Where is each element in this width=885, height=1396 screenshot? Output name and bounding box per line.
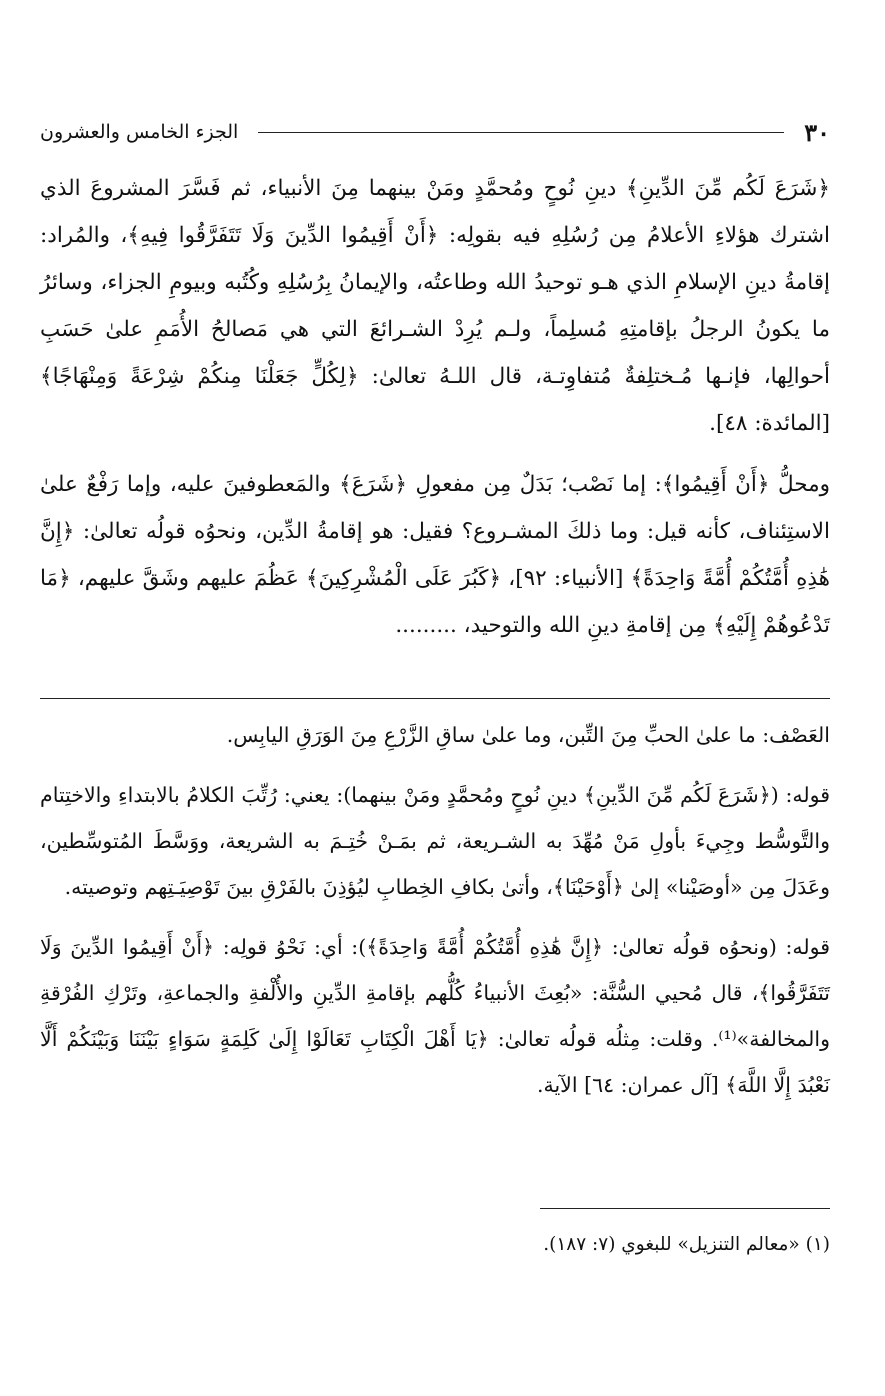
- main-paragraph: ﴿شَرَعَ لَكُم مِّنَ الدِّينِ﴾ دينِ نُوحٍ ومُحمَّدٍ ومَنْ بينهما مِنَ الأنبياء، ثم فَسَّرَ المشروعَ الذي اشترك هؤلاءِ الأعلامُ مِن رُسُلِهِ فيه بقولِه: ﴿أَنْ أَقِيمُوا الدِّينَ وَلَا تَتَفَرَّقُوا فِيهِ﴾، والمُراد: إقامةُ دينِ الإسلامِ الذي هـو توحيدُ الله وطاعتُه، والإيمانُ بِرُسُلِهِ وكُتُبه وبيومِ الجزاء، وسائرُ ما يكونُ الرجلُ بإقامتِهِ مُسلِماً، ولـم يُرِدْ الشـرائعَ التي هي مَصالحُ الأُمَمِ علىٰ حَسَبِ أحوالِها، فإنـها مُـختلِفةٌ مُتفاوِتـة، قال اللـهُ تعالىٰ: ﴿لِكُلٍّ جَعَلْنَا مِنكُمْ شِرْعَةً وَمِنْهَاجًا﴾ [المائدة: ٤٨].: [40, 176, 830, 436]
- text-commentary-divider: [40, 698, 830, 699]
- commentary-section: [40, 712, 830, 1122]
- page-number: ٣٠: [804, 117, 830, 147]
- commentary-paragraph: قوله: (ونحوُه قولُه تعالىٰ: ﴿إِنَّ هَٰذِهِ أُمَّتُكُمْ أُمَّةً وَاحِدَةً﴾): أي: نَحْوُ قولِه: ﴿أَنْ أَقِيمُوا الدِّينَ وَلَا تَتَفَرَّقُوا﴾، قال مُحيي السُّنَّة: «بُعِثَ الأنبياءُ كُلُّهم بإقامةِ الدِّينِ والأُلْفةِ والجماعةِ، وتَرْكِ الفُرْقةِ والمخالفة»⁽¹⁾. وقلت: مِثلُه قولُه تعالىٰ: ﴿يَا أَهْلَ الْكِتَابِ تَعَالَوْا إِلَىٰ كَلِمَةٍ سَوَاءٍ بَيْنَنَا وَبَيْنَكُمْ أَلَّا نَعْبُدَ إِلَّا اللَّهَ﴾ [آل عمران: ٦٤] الآية.: [40, 935, 830, 1097]
- header-rule: [258, 132, 784, 133]
- footnote-rule: [540, 1208, 830, 1209]
- main-paragraph: ومحلُّ ﴿أَنْ أَقِيمُوا﴾: إما نَصْب؛ بَدَلٌ مِن مفعولِ ﴿شَرَعَ﴾ والمَعطوفينَ عليه، وإما رَفْعٌ علىٰ الاستِئناف، كأنه قيل: وما ذلكَ المشـروع؟ فقيل: هو إقامةُ الدِّين، ونحوُه قولُه تعالىٰ: ﴿إِنَّ هَٰذِهِ أُمَّتُكُمْ أُمَّةً وَاحِدَةً﴾ [الأنبياء: ٩٢]، ﴿كَبُرَ عَلَى الْمُشْرِكِينَ﴾ عَظُمَ عليهم وشَقَّ عليهم، ﴿مَا تَدْعُوهُمْ إِلَيْهِ﴾ مِن إقامةِ دينِ الله والتوحيد، .........: [40, 472, 831, 638]
- running-header: [40, 112, 830, 152]
- main-text: [40, 165, 830, 663]
- running-title: الجزء الخامس والعشرون: [40, 121, 239, 143]
- commentary-paragraph: قوله: (﴿شَرَعَ لَكُم مِّنَ الدِّينِ﴾ دينِ نُوحٍ ومُحمَّدٍ ومَنْ بينهما): يعني: رُتِّبَ الكلامُ بالابتداءِ والاختِتام والتَّوسُّط وجِيءَ بأولِ مَنْ مُهِّدَ به الشـريعة، ثم بمَـنْ خُتِـمَ به الشريعة، ووَسَّطَ المُتوسِّطين، وعَدَلَ مِن «أوصَيْنا» إلىٰ ﴿أَوْحَيْنَا﴾، وأتىٰ بكافِ الخِطابِ ليُؤذِنَ بالفَرْقِ بينَ تَوْصِيَـتِهم وتوصيته.: [40, 783, 830, 899]
- commentary-paragraph: العَصْف: ما علىٰ الحبِّ مِنَ التِّبن، وما علىٰ ساقِ الزَّرْعِ مِنَ الوَرَقِ اليابِس.: [226, 723, 830, 747]
- footnote: (١) «معالم التنزيل» للبغوي (٧: ١٨٧).: [543, 1234, 830, 1255]
